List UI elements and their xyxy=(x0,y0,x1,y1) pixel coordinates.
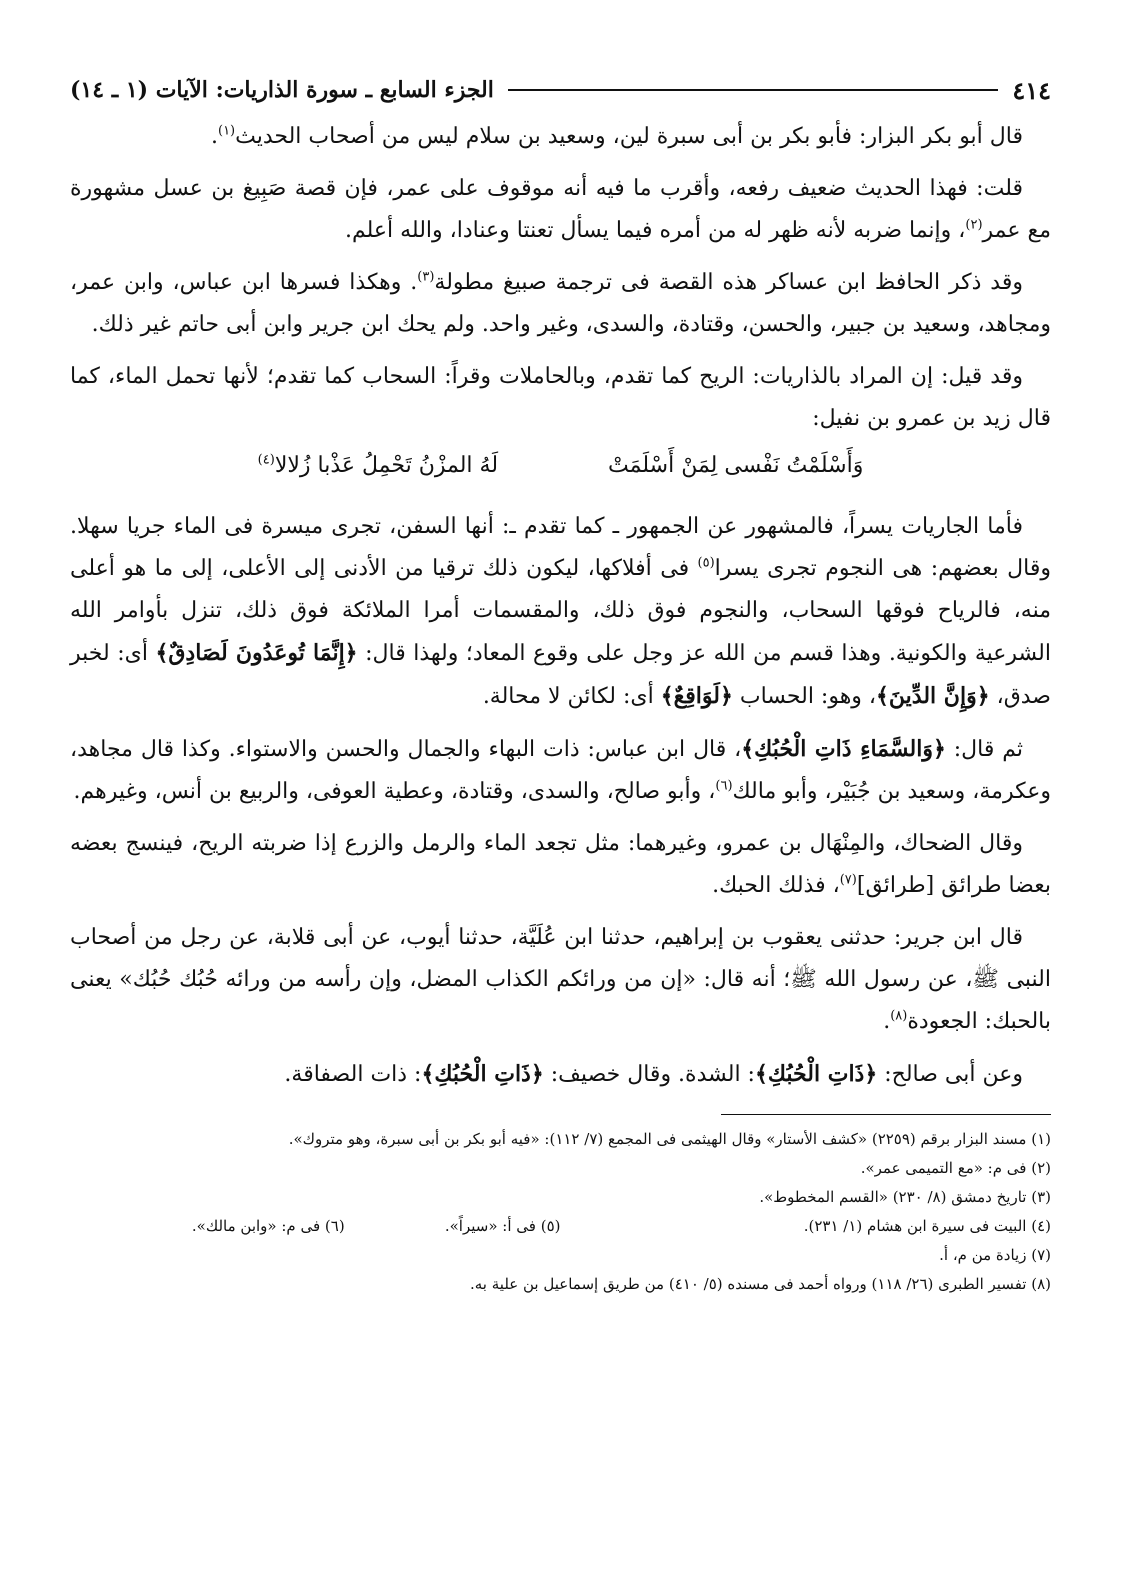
footnote-8: (٨) تفسير الطبرى (٢٦/ ١١٨) ورواه أحمد فى مسنده (٥/ ٤١٠) من طريق إسماعيل بن علية به. xyxy=(470,1275,1051,1293)
footnote-4: (٤) البيت فى سيرة ابن هشام (١/ ٢٣١). xyxy=(803,1217,1051,1235)
paragraph-9 xyxy=(70,1053,1051,1096)
paragraph-text: فأما الجاريات يسراً، فالمشهور عن الجمهور ـ كما تقدم ـ: أنها السفن، تجرى ميسرة فى الماء جريا سهلا. وقال بعضهم: هى النجوم تجرى يسرا xyxy=(70,514,1051,581)
footnote-3: (٣) تاريخ دمشق (٨/ ٢٣٠) «القسم المخطوط». xyxy=(759,1188,1051,1206)
paragraph-8 xyxy=(70,917,1051,1043)
paragraph-text: قلت: فهذا الحديث ضعيف رفعه، وأقرب ما فيه أنه موقوف على عمر، فإن قصة صَبِيغ بن عسل مشهورة مع عمر xyxy=(70,176,1051,243)
quran-quote: ﴿ذَاتِ الْحُبُكِ﴾ xyxy=(421,1061,544,1087)
paragraph-text: ، وإنما ضربه لأنه ظهر له من أمره فيما يسأل تعنتا وعنادا، والله أعلم. xyxy=(344,218,966,243)
footnotes xyxy=(70,1125,1051,1299)
footnote-5: (٥) فى أ: «سيراً». xyxy=(444,1217,561,1235)
verse-text: لَهُ المزْنُ تَحْمِلُ عَذْبا زُلالا xyxy=(274,453,499,478)
poetry-verse xyxy=(70,442,1051,490)
paragraph-text: ثم قال: xyxy=(945,737,1024,762)
paragraph-5 xyxy=(70,506,1051,718)
verse-second-hemistich xyxy=(258,442,498,490)
footnote-6: (٦) فى م: «وابن مالك». xyxy=(191,1217,345,1235)
quran-quote: ﴿لَوَاقِعٌ﴾ xyxy=(660,683,733,709)
paragraph-text: . وهكذا فسرها ابن عباس، وابن عمر، ومجاهد، وسعيد بن جبير، والحسن، وقتادة، والسدى، وغير واحد. ولم يحك ابن جرير وابن أبى حاتم غير ذلك. xyxy=(70,270,1051,337)
footnote-ref[interactable]: (٥) xyxy=(697,555,715,571)
footnote-row-4-6 xyxy=(70,1212,1051,1241)
paragraph-2 xyxy=(70,168,1051,252)
paragraph-text: وقد قيل: إن المراد بالذاريات: الريح كما تقدم، وبالحاملات وقراً: السحاب كما تقدم؛ لأنها تحمل الماء، كما قال زيد بن عمرو بن نفيل: xyxy=(70,364,1051,431)
quran-quote: ﴿إِنَّمَا تُوعَدُونَ لَصَادِقٌ﴾ xyxy=(155,640,358,666)
header-rule xyxy=(508,89,998,91)
main-text xyxy=(70,116,1051,1096)
running-title: الجزء السابع ـ سورة الذاريات: الآيات (١ ـ ١٤) xyxy=(70,77,494,103)
footnote-1: (١) مسند البزار برقم (٢٢٥٩) «كشف الأستار» وقال الهيثمى فى المجمع (٧/ ١١٢): «فيه أبو بكر بن أبى سبرة، وهو متروك». xyxy=(288,1130,1051,1148)
footnote-ref[interactable]: (٤) xyxy=(257,452,275,468)
footnote-ref[interactable]: (٣) xyxy=(417,269,435,285)
paragraph-text: . xyxy=(883,1009,891,1034)
footnote-2: (٢) فى م: «مع التميمى عمر». xyxy=(860,1159,1051,1177)
paragraph-text: ، وهو: الحساب xyxy=(732,684,877,709)
paragraph-text: : الشدة. وقال خصيف: xyxy=(543,1062,755,1087)
paragraph-text: أى: لكائن لا محالة. xyxy=(482,684,661,709)
paragraph-text: وعن أبى صالح: xyxy=(877,1062,1023,1087)
footnote-ref[interactable]: (٨) xyxy=(890,1008,908,1024)
page-header xyxy=(70,70,1051,110)
paragraph-text: : ذات الصفاقة. xyxy=(284,1062,422,1087)
footnote-ref[interactable]: (٦) xyxy=(715,778,733,794)
footnote-separator xyxy=(721,1114,1051,1115)
paragraph-text: ، قال ابن عباس: ذات البهاء والجمال والحسن والاستواء. وكذا قال مجاهد، وعكرمة، وسعيد بن جُبَيْر، وأبو مالك xyxy=(70,737,1051,804)
quran-quote: ﴿وَالسَّمَاءِ ذَاتِ الْحُبُكِ﴾ xyxy=(741,736,946,762)
paragraph-text: ، وأبو صالح، والسدى، وقتادة، وعطية العوفى، والربيع بن أنس، وغيرهم. xyxy=(73,779,716,804)
page-number: ٤١٤ xyxy=(1012,75,1051,105)
paragraph-text: . xyxy=(210,124,218,149)
paragraph-text: فى أفلاكها، ليكون ذلك ترقيا من الأدنى إلى الأعلى، إلى ما هو أعلى منه، فالرياح فوقها السحاب، والنجوم فوق ذلك، والمقسمات أمرا الملائكة فوق ذلك، تنزل بأوامر الله الشرعية والكونية. وهذا قسم من الله عز وجل على وقوع المعاد؛ ولهذا قال: xyxy=(70,556,1051,666)
footnote-ref[interactable]: (٢) xyxy=(965,217,983,233)
paragraph-3 xyxy=(70,262,1051,346)
footnote-7: (٧) زيادة من م، أ. xyxy=(939,1246,1051,1264)
paragraph-6 xyxy=(70,728,1051,813)
paragraph-text: أى: لخبر صدق، xyxy=(70,641,1051,709)
footnote-ref[interactable]: (٧) xyxy=(839,872,857,888)
paragraph-1 xyxy=(70,116,1051,158)
paragraph-text: ، فذلك الحبك. xyxy=(712,873,840,898)
quran-quote: ﴿ذَاتِ الْحُبُكِ﴾ xyxy=(754,1061,878,1087)
verse-first-hemistich: وَأَسْلَمْتُ نَفْسى لِمَنْ أَسْلَمَتْ xyxy=(608,453,864,478)
paragraph-text: وقال الضحاك، والمِنْهَال بن عمرو، وغيرهما: مثل تجعد الماء والرمل والزرع إذا ضربته الريح، فينسج بعضه بعضا طرائق [طرائق] xyxy=(70,831,1051,898)
footnote-ref[interactable]: (١) xyxy=(217,123,236,139)
paragraph-text: قال ابن جرير: حدثنى يعقوب بن إبراهيم، حدثنا ابن عُلَيَّة، حدثنا أيوب، عن أبى قلابة، عن رجل من أصحاب النبى ﷺ، عن رسول الله ﷺ؛ أنه قال: «إن من ورائكم الكذاب المضل، وإن رأسه من ورائه حُبُك حُبُك» يعنى بالحبك: الجعودة xyxy=(70,925,1051,1034)
paragraph-text: قال أبو بكر البزار: فأبو بكر بن أبى سبرة لين، وسعيد بن سلام ليس من أصحاب الحديث xyxy=(235,124,1023,149)
paragraph-text: وقد ذكر الحافظ ابن عساكر هذه القصة فى ترجمة صبيغ مطولة xyxy=(434,270,1023,295)
quran-quote: ﴿وَإِنَّ الدِّينَ﴾ xyxy=(876,683,990,709)
paragraph-7 xyxy=(70,823,1051,907)
paragraph-4 xyxy=(70,356,1051,440)
